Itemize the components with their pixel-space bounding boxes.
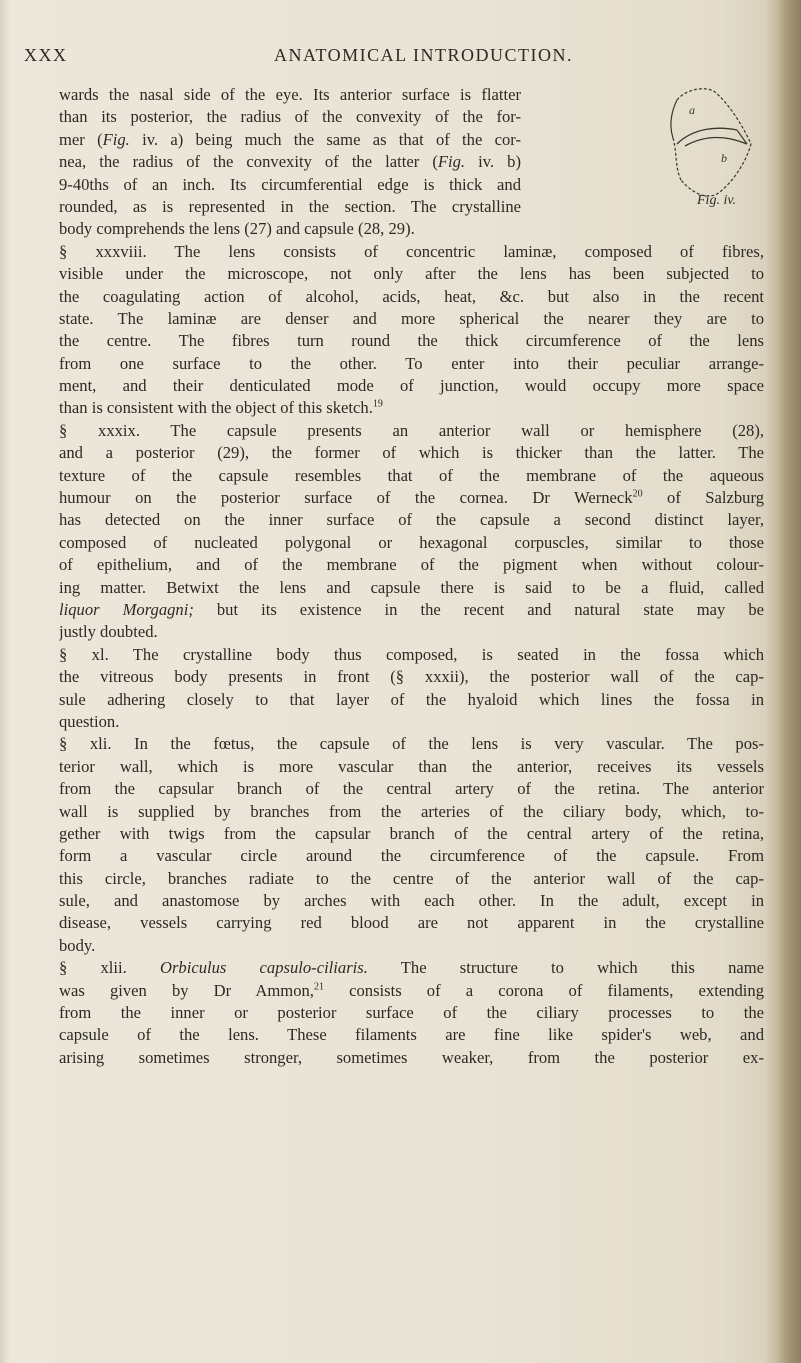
figure-label-a: a bbox=[689, 103, 695, 117]
text-line: arising sometimes stronger, sometimes weaker, from the posterior ex- bbox=[59, 1047, 764, 1067]
text-line: form a vascular circle around the circumference of the capsule. From bbox=[59, 846, 764, 866]
page-left-shadow bbox=[0, 0, 10, 1363]
text-line: terior wall, which is more vascular than the anterior, receives its vessels bbox=[59, 756, 764, 776]
text-line: sule adhering closely to that layer of the hyaloid which lines the fossa in bbox=[59, 689, 764, 709]
text-line: from one surface to the other. To enter into their peculiar arrange- bbox=[59, 353, 764, 373]
text-line: § xxxix. The capsule presents an anterior wall or hemisphere (28), bbox=[59, 420, 764, 440]
text-line: than is consistent with the object of this sketch.$^{19}$ bbox=[59, 398, 383, 418]
text-line: § xlii. Orbiculus capsulo-ciliaris. The structure to which this name bbox=[59, 958, 764, 978]
text-line: of epithelium, and of the membrane of the pigment when without colour- bbox=[59, 555, 764, 575]
text-line: than its posterior, the radius of the convexity of the for- bbox=[59, 107, 521, 127]
text-line: humour on the posterior surface of the cornea. Dr Werneck$^{20}$ of Salzburg bbox=[59, 488, 764, 508]
figure-caption: Fig. iv. bbox=[697, 193, 737, 208]
text-line: rounded, as is represented in the section. The crystalline bbox=[59, 196, 521, 216]
text-line: justly doubted. bbox=[59, 622, 158, 642]
text-line: gether with twigs from the capsular branch of the central artery of the retina, bbox=[59, 823, 764, 843]
text-line: texture of the capsule resembles that of the membrane of the aqueous bbox=[59, 465, 764, 485]
text-line: § xl. The crystalline body thus composed, is seated in the fossa which bbox=[59, 644, 764, 664]
text-line: ing matter. Betwixt the lens and capsule there is said to be a fluid, called bbox=[59, 577, 764, 597]
body-text bbox=[59, 84, 764, 1069]
text-line: from the inner or posterior surface of the ciliary processes to the bbox=[59, 1003, 764, 1023]
text-line: nea, the radius of the convexity of the latter (Fig. iv. b) bbox=[59, 152, 521, 172]
text-line: composed of nucleated polygonal or hexagonal corpuscles, similar to those bbox=[59, 532, 764, 552]
text-line: the centre. The fibres turn round the thick circumference of the lens bbox=[59, 331, 764, 351]
text-line: this circle, branches radiate to the centre of the anterior wall of the cap- bbox=[59, 868, 764, 888]
text-line: capsule of the lens. These filaments are fine like spider's web, and bbox=[59, 1025, 764, 1045]
text-line: body comprehends the lens (27) and capsule (28, 29). bbox=[59, 219, 415, 239]
text-line: the coagulating action of alcohol, acids, heat, &c. but also in the recent bbox=[59, 286, 764, 306]
text-line: wards the nasal side of the eye. Its anterior surface is flatter bbox=[59, 85, 521, 104]
text-line: wall is supplied by branches from the arteries of the ciliary body, which, to- bbox=[59, 801, 764, 821]
text-line: visible under the microscope, not only after the lens has been subjected to bbox=[59, 264, 764, 284]
text-line: state. The laminæ are denser and more spherical the nearer they are to bbox=[59, 308, 764, 328]
running-header bbox=[24, 45, 744, 69]
page-number: XXX bbox=[24, 45, 68, 65]
text-line: question. bbox=[59, 711, 120, 731]
text-line: the vitreous body presents in front (§ xxxii), the posterior wall of the cap- bbox=[59, 667, 764, 687]
running-title: ANATOMICAL INTRODUCTION. bbox=[274, 45, 573, 65]
text-line: disease, vessels carrying red blood are not apparent in the crystalline bbox=[59, 913, 764, 933]
text-line: mer (Fig. iv. a) being much the same as that of the cor- bbox=[59, 129, 521, 149]
text-line: ment, and their denticulated mode of junction, would occupy more space bbox=[59, 376, 764, 396]
text-line: from the capsular branch of the central artery of the retina. The anterior bbox=[59, 779, 764, 799]
text-line: was given by Dr Ammon,$^{21}$ consists of a corona of filaments, extending bbox=[59, 980, 764, 1000]
text-line: sule, and anastomose by arches with each other. In the adult, except in bbox=[59, 891, 764, 911]
text-line: § xli. In the fœtus, the capsule of the lens is very vascular. The pos- bbox=[59, 734, 764, 754]
text-line: has detected on the inner surface of the capsule a second distinct layer, bbox=[59, 510, 764, 530]
text-line: 9-40ths of an inch. Its circumferential edge is thick and bbox=[59, 174, 521, 194]
text-line: liquor Morgagni; but its existence in the recent and natural state may be bbox=[59, 599, 764, 619]
text-line: and a posterior (29), the former of which is thicker than the latter. The bbox=[59, 443, 764, 463]
text-line: § xxxviii. The lens consists of concentric laminæ, composed of fibres, bbox=[59, 241, 764, 261]
text-line: body. bbox=[59, 935, 96, 955]
figure-label-b: b bbox=[721, 151, 727, 165]
